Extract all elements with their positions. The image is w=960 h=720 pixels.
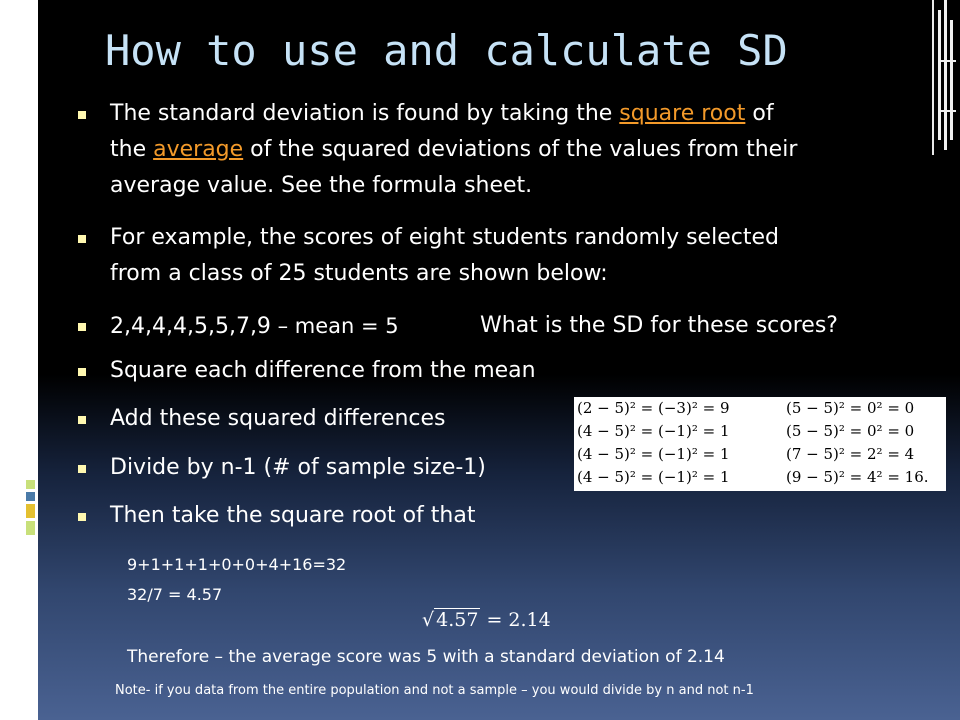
formula-left-1: (2 − 5)² = (−3)² = 9 [577, 399, 730, 417]
bullet-text: For example, the scores of eight students randomly selected [110, 225, 779, 250]
bullet-marker [78, 368, 86, 376]
bullet-sd-definition [110, 96, 930, 204]
formula-right-2: (5 − 5)² = 0² = 0 [786, 422, 915, 440]
bullet-text: Square each difference from the mean [110, 358, 536, 383]
bullet-text: Divide by n-1 (# of sample size-1) [110, 455, 486, 480]
radical-sign: √ [422, 609, 435, 631]
formula-right-4: (9 − 5)² = 4² = 16. [786, 468, 929, 486]
bullet-text: from a class of 25 students are shown below: [110, 261, 608, 286]
formula-left-3: (4 − 5)² = (−1)² = 1 [577, 445, 730, 463]
bullet-marker [78, 323, 86, 331]
divide-calculation: 32/7 = 4.57 [127, 585, 223, 604]
conclusion-text: Therefore – the average score was 5 with a standard deviation of 2.14 [127, 647, 725, 667]
sqrt-result: = 2.14 [480, 609, 551, 631]
sqrt-radicand: 4.57 [436, 609, 479, 631]
bullet-marker [78, 111, 86, 119]
bullet-text: the [110, 137, 154, 162]
slide-title: How to use and calculate SD [105, 26, 788, 75]
average-link[interactable]: average [153, 137, 244, 162]
population-note: Note- if you data from the entire population and not a sample – you would divide by n and not n-1 [115, 683, 754, 698]
bullet-text: average value. See the formula sheet. [110, 173, 533, 198]
bullet-marker [78, 235, 86, 243]
mean-text: – mean = 5 [270, 314, 399, 338]
formula-right-3: (7 − 5)² = 2² = 4 [786, 445, 915, 463]
accent-square-yellow [26, 504, 35, 518]
left-decorative-bar [0, 0, 38, 720]
sqrt-equation [422, 609, 551, 631]
bullet-example [110, 220, 930, 292]
bullet-scores [110, 308, 930, 345]
bullet-square-differences [110, 353, 536, 389]
right-decorative-strip [932, 0, 960, 155]
bullet-marker [78, 513, 86, 521]
formula-left-2: (4 − 5)² = (−1)² = 1 [577, 422, 730, 440]
bullet-marker [78, 416, 86, 424]
bullet-text: of [745, 101, 774, 126]
question-text: What is the SD for these scores? [480, 313, 838, 338]
formula-left-4: (4 − 5)² = (−1)² = 1 [577, 468, 730, 486]
formula-right-1: (5 − 5)² = 0² = 0 [786, 399, 915, 417]
accent-square-green [26, 480, 35, 489]
scores-list: 2,4,4,4,5,5,7,9 [110, 314, 271, 339]
left-accent-squares [26, 480, 36, 538]
bullet-text: The standard deviation is found by taking the [110, 101, 620, 126]
accent-square-green-2 [26, 521, 35, 535]
bullet-add-differences [110, 401, 446, 437]
bullet-text: Then take the square root of that [110, 503, 476, 528]
squared-deviations-formula [574, 397, 946, 491]
accent-square-blue [26, 492, 35, 501]
bullet-square-root [110, 498, 475, 534]
bullet-divide [110, 450, 486, 486]
bullet-text: of the squared deviations of the values from their [243, 137, 798, 162]
square-root-link[interactable]: square root [619, 101, 746, 126]
bullet-text: Add these squared differences [110, 406, 446, 431]
bullet-marker [78, 465, 86, 473]
sum-calculation: 9+1+1+1+0+0+4+16=32 [127, 555, 347, 574]
